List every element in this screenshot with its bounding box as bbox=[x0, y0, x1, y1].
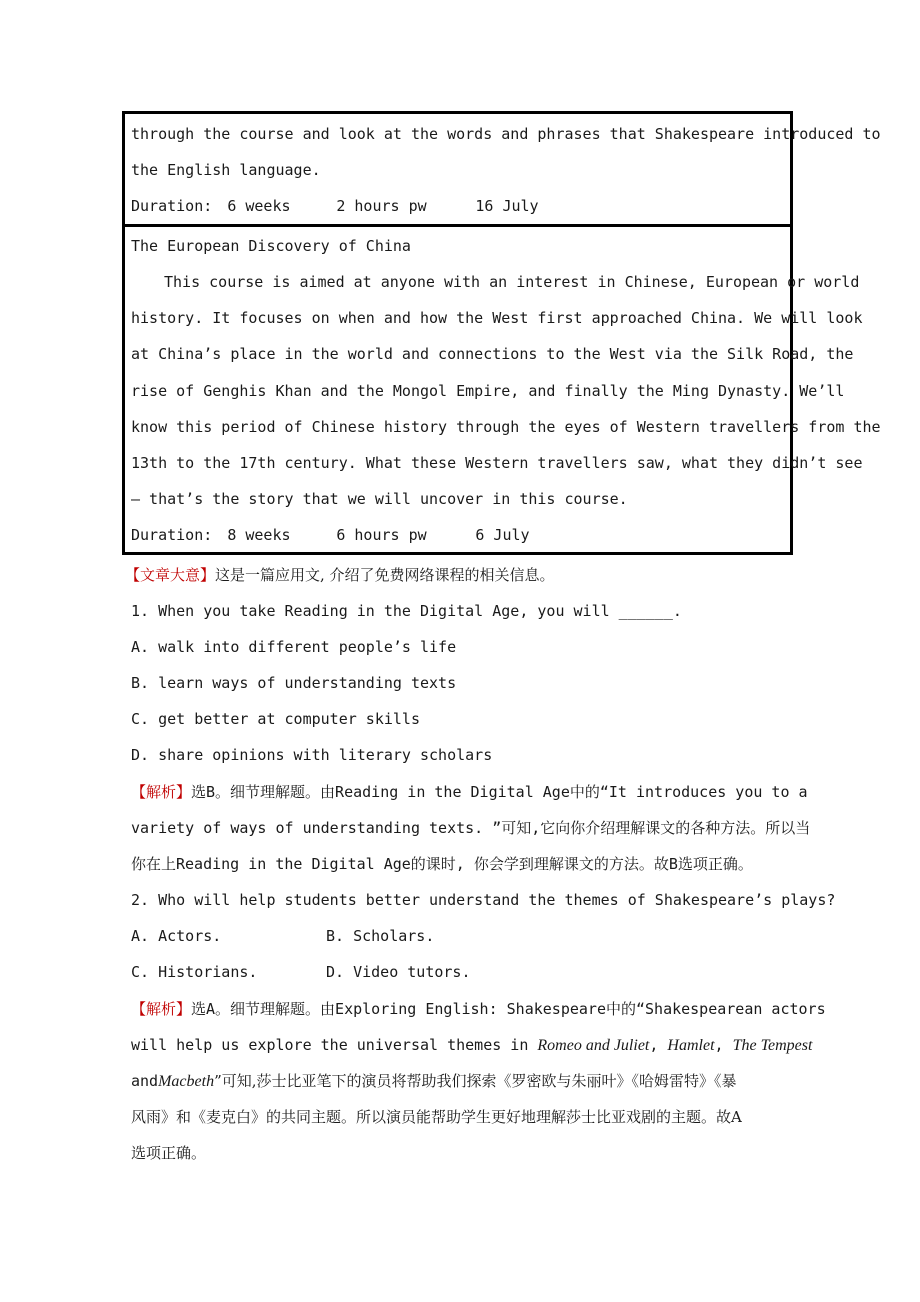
course1-desc-line1: through the course and look at the words and phrases that Shakespeare introduced to bbox=[131, 125, 881, 143]
course2-desc-line: This course is aimed at anyone with an interest in Chinese, European or world bbox=[164, 273, 860, 291]
q2-analysis-line4: 风雨》和《麦克白》的共同主题。所以演员能帮助学生更好地理解莎士比亚戏剧的主题。故A bbox=[131, 1108, 742, 1126]
q2-analysis-line3-post: ”可知,莎士比亚笔下的演员将帮助我们探索《罗密欧与朱丽叶》《哈姆雷特》《暴 bbox=[214, 1072, 737, 1090]
q2-analysis-line5: 选项正确。 bbox=[131, 1144, 207, 1162]
course1-duration-label: Duration: bbox=[131, 197, 213, 215]
course1-weeks: 6 weeks bbox=[227, 197, 291, 215]
q2-analysis-line2-text: will help us explore the universal themes in bbox=[131, 1036, 538, 1054]
course2-desc-line: at China’s place in the world and connections to the West via the Silk Road, the bbox=[131, 345, 854, 363]
course2-hours: 6 hours pw bbox=[336, 526, 427, 544]
article-summary bbox=[125, 565, 555, 585]
q2-analysis-text: 选A。细节理解题。由Exploring English: Shakespeare中的“Shakespearean actors bbox=[191, 1000, 826, 1018]
course2-duration-label: Duration: bbox=[131, 526, 213, 544]
summary-text: 这是一篇应用文, 介绍了免费网络课程的相关信息。 bbox=[215, 566, 555, 584]
summary-tag: 【文章大意】 bbox=[125, 566, 216, 584]
course2-title: The European Discovery of China bbox=[131, 237, 411, 255]
q2-analysis-line3-pre: and bbox=[131, 1072, 159, 1090]
separator: , bbox=[714, 1036, 733, 1054]
course2-weeks: 8 weeks bbox=[227, 526, 291, 544]
title-the-tempest: The Tempest bbox=[732, 1037, 813, 1054]
q1-analysis-line1 bbox=[131, 782, 808, 802]
course1-desc-line2: the English language. bbox=[131, 161, 321, 179]
course2-desc-line: 13th to the 17th century. What these Western travellers saw, what they didn’t see bbox=[131, 454, 863, 472]
q2-analysis-line3 bbox=[131, 1071, 737, 1091]
q2-option-c: C. Historians. bbox=[131, 963, 258, 981]
course2-desc-line: rise of Genghis Khan and the Mongol Empire, and finally the Ming Dynasty. We’ll bbox=[131, 382, 845, 400]
q1-analysis-line3: 你在上Reading in the Digital Age的课时, 你会学到理解课文的方法。故B选项正确。 bbox=[131, 855, 753, 873]
course2-start: 6 July bbox=[475, 526, 530, 544]
separator: , bbox=[649, 1036, 668, 1054]
q2-analysis-tag: 【解析】 bbox=[131, 1000, 192, 1018]
course1-hours: 2 hours pw bbox=[336, 197, 427, 215]
q1-stem: 1. When you take Reading in the Digital Age, you will ______. bbox=[131, 602, 682, 620]
q1-option: C. get better at computer skills bbox=[131, 710, 420, 728]
q1-analysis-line2: variety of ways of understanding texts. ”可知,它向你介绍理解课文的各种方法。所以当 bbox=[131, 819, 811, 837]
title-hamlet: Hamlet bbox=[667, 1037, 715, 1054]
course2-desc-line: history. It focuses on when and how the West first approached China. We will look bbox=[131, 309, 863, 327]
q2-stem: 2. Who will help students better understand the themes of Shakespeare’s plays? bbox=[131, 891, 836, 909]
q2-option-a: A. Actors. bbox=[131, 927, 222, 945]
q2-option-d: D. Video tutors. bbox=[326, 963, 471, 981]
q1-option: A. walk into different people’s life bbox=[131, 638, 457, 656]
title-macbeth: Macbeth bbox=[158, 1073, 215, 1090]
course2-desc-line: know this period of Chinese history through the eyes of Western travellers from the bbox=[131, 418, 881, 436]
course2-desc-line: — that’s the story that we will uncover in this course. bbox=[131, 490, 628, 508]
title-romeo-and-juliet: Romeo and Juliet bbox=[537, 1037, 650, 1054]
q2-analysis-line1 bbox=[131, 999, 826, 1019]
course2-duration bbox=[131, 525, 530, 545]
course1-start: 16 July bbox=[475, 197, 539, 215]
course1-duration bbox=[131, 196, 539, 216]
q1-option: B. learn ways of understanding texts bbox=[131, 674, 457, 692]
q1-analysis-text: 选B。细节理解题。由Reading in the Digital Age中的“It introduces you to a bbox=[191, 783, 808, 801]
q1-analysis-tag: 【解析】 bbox=[131, 783, 192, 801]
q1-option: D. share opinions with literary scholars bbox=[131, 746, 493, 764]
q2-analysis-line2 bbox=[131, 1035, 812, 1055]
q2-option-b: B. Scholars. bbox=[326, 927, 435, 945]
